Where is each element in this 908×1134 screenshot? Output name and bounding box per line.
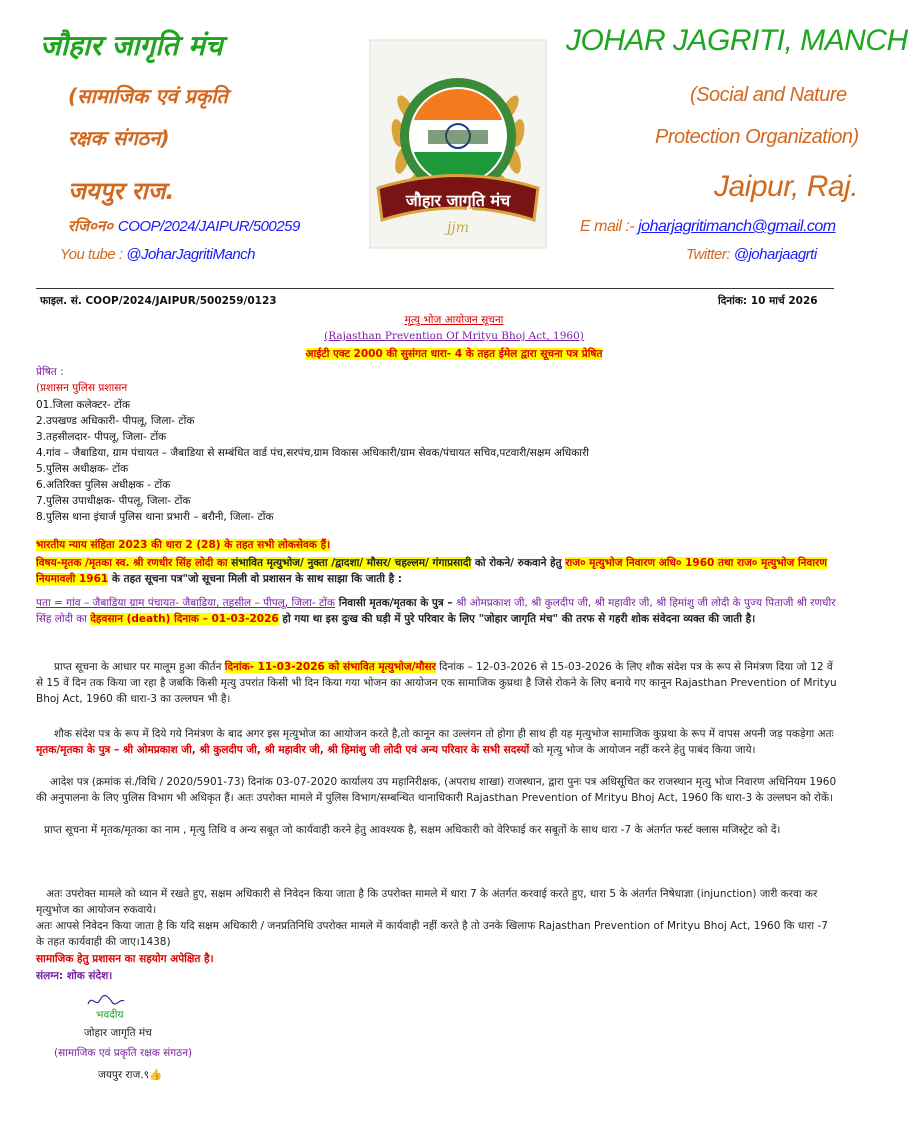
address-part: हो गया था इस दुःख की घड़ी में पुरे परिवार के लिए "जोहार जागृति मंच" की तरफ से गहरी शोक संवेदना व्यक्त की जाती है। xyxy=(278,613,756,625)
registration xyxy=(68,216,300,236)
org-name-english: JOHAR JAGRITI, MANCH xyxy=(566,24,908,57)
prashasan-label: (प्रशासन पुलिस प्रशासन xyxy=(36,382,128,394)
org-city-english: Jaipur, Raj. xyxy=(714,170,859,203)
letter-date: दिनांक: 10 मार्च 2026 xyxy=(718,295,818,307)
subject-part: के तहत सूचना पत्र"जो सूचना मिली वो प्रशासन के साथ साझा कि जाती है : xyxy=(108,573,403,585)
file-number: फाइल. सं. COOP/2024/JAIPUR/500259/0123 xyxy=(40,295,277,307)
signature-org-sub: (सामाजिक एवं प्रकृति रक्षक संगठन) xyxy=(54,1047,193,1059)
org-subtitle-english-1: (Social and Nature xyxy=(690,84,847,106)
logo-text: जौहार जागृति मंच xyxy=(405,191,511,210)
paragraph-2 xyxy=(36,726,838,758)
subject-part: विषय-मृतक /मृतका स्व. श्री रणधीर सिंह लोदी का xyxy=(36,557,232,569)
paragraph-part: दिनांक – 12-03-2026 से 15-03-2026 के लिए शौक संदेश पत्र के रूप से निमंत्रण दिया जो 12 वें से 15 वें दिन तक किया जा रहा है जबकि किसी मृत्यु उपरांत किसी भी दिन किया गया भोजन का आयोजन एक सामाजिक कुप्रथा है जिसे रोकने के लिए बनाये गए कानून Rajasthan Prevention of Mrityu Bhoj Act, 1960 की धारा-3 का उल्लघन भी है। xyxy=(36,661,837,705)
subject-part: को रोकने/ रुकवाने हेतु xyxy=(471,557,566,569)
subject-paragraph xyxy=(36,555,838,587)
registration-label: रजि०न० xyxy=(68,217,114,235)
notice-title: मृत्यु भोज आयोजन सूचना xyxy=(404,314,504,326)
cooperation-line: सामाजिक हेतु प्रशासन का सहयोग अपेक्षित है। xyxy=(36,953,214,965)
paragraph-5: अतः उपरोक्त मामले को ध्यान में रखते हुए, सक्षम अधिकारी से निवेदन किया जाता है कि उपरोक्त मामले में धारा 7 के अंतर्गत करवाई करते हुए, धारा 5 के अंतर्गत निषेधाज्ञा (injunction) जारी करवा कर मृत्युभोज का आयोजन रुकवाये। xyxy=(36,888,818,916)
signature-org: जोहार जागृति मंच xyxy=(84,1027,152,1039)
signature-bhavdiy: भवदीय xyxy=(96,1009,124,1021)
paragraph-6: अतः आपसे निवेदन किया जाता है कि यदि सक्षम अधिकारी / जनप्रतिनिधि उपरोक्त मामले में कार्यवाही नहीं करते है तो उनके खिलाफ Rajasthan Prevention of Mrityu Bhoj Act, 1960 कि धारा -7 के तहत कार्यवाही की जाए।1438) xyxy=(36,920,828,948)
logo-monogram: jjm xyxy=(447,220,469,236)
recipient-item: 7.पुलिस उपाधीक्षक- पीपलू, जिला- टोंक xyxy=(36,495,191,507)
address-part: श्री ओमप्रकाश जी, श्री कुलदीप जी, श्री महावीर जी, श्री हिमांशु जी लोदी के पुज्य पिताजी श्री रणधीर सिंह लोदी का xyxy=(36,597,836,625)
logo-graphic xyxy=(368,38,548,250)
it-act-text: आईटी एक्ट 2000 की सुसंगत धारा- 4 के तहत ईमेल द्वारा सूचना पत्र प्रेषित xyxy=(305,348,603,360)
address-part: देहवसान (death) दिनाक – 01-03-2026 xyxy=(90,613,279,625)
registration-number: COOP/2024/JAIPUR/500259 xyxy=(117,218,300,235)
org-city-hindi: जयपुर राज. xyxy=(68,177,175,205)
paragraph-part: को मृत्यु भोज के आयोजन नहीं करने हेतु पाबंद किया जाये। xyxy=(529,744,756,756)
it-act-line xyxy=(0,347,908,361)
address-part: पता = गांव – जैबाडिया ग्राम पंचायत- जैबाडिया, तहसील – पीपलू, जिला- टोंक xyxy=(36,597,336,609)
preshit-label: प्रेषित : xyxy=(36,366,64,378)
address-paragraph xyxy=(36,595,838,627)
recipient-item: 01.जिला कलेक्टर- टोंक xyxy=(36,399,131,411)
recipient-item: 5.पुलिस अधीक्षक- टोंक xyxy=(36,463,129,475)
header-divider xyxy=(36,288,834,289)
signature-city: जयपुर राज.९👍 xyxy=(98,1069,163,1081)
recipient-item: 4.गांव – जैबाडिया, ग्राम पंचायत – जैबाडिया से सम्बंधित वार्ड पंच,सरपंच,ग्राम विकास अधिकारी/ग्राम सेवक/पंचायत सचिव,पटवारी/सक्षम अधिकारी xyxy=(36,447,590,459)
recipient-item: 6.अतिरिक्त पुलिस अधीक्षक - टोंक xyxy=(36,479,171,491)
org-subtitle-english-2: Protection Organization) xyxy=(655,126,859,148)
paragraph-4: प्राप्त सूचना में मृतक/मृतका का नाम , मृत्यु तिथि व अन्य सबूत जो कार्यवाही करने हेतु आवश्यक है, सक्षम अधिकारी को वेरिफाई कर सबूतों के साथ धारा -7 के अंतर्गत फर्स्ट क्लास मजिस्ट्रेट को दें। xyxy=(44,824,781,836)
address-part: निवासी मृतक/मृतका के पुत्र – xyxy=(335,597,457,609)
logo xyxy=(368,38,548,250)
paragraph-part: शौक संदेश पत्र के रूप में दिये गये निमंत्रण के बाद अगर इस मृत्युभोज का आयोजन करते है,तो कानून का उल्लंगन तो होगा ही साथ ही यह मृत्युभोज सामाजिक कुप्रथा के रूप में वापस अपनी जड़ पकड़ेगा अतः xyxy=(54,728,834,740)
nyaya-sanhita-line xyxy=(36,538,330,554)
email-label: E mail :- xyxy=(580,218,635,235)
twitter-handle[interactable]: Twitter: @joharjaagrti xyxy=(686,246,817,263)
email-link[interactable]: joharjagritimanch@gmail.com xyxy=(638,218,836,235)
nyaya-sanhita-text: भारतीय न्याय संहिता 2023 की धारा 2 (28) के तहत सभी लोकसेवक हैं। xyxy=(36,539,331,551)
recipient-item: 8.पुलिस थाना इंचार्ज पुलिस थाना प्रभारी – बरौनी, जिला- टोंक xyxy=(36,511,274,523)
paragraph-part: दिनांक- 11-03-2026 को संभावित मृत्युभोज/मौसर xyxy=(224,661,436,673)
recipient-list xyxy=(36,398,856,526)
recipient-item: 2.उपखण्ड अधिकारी- पीपलू, जिला- टोंक xyxy=(36,415,195,427)
paragraph-part: प्राप्त सूचना के आधार पर मालूम हुआ कीर्तन xyxy=(54,661,225,673)
youtube-handle[interactable]: You tube : @JoharJagritiManch xyxy=(60,246,256,263)
subject-part: संभावित मृत्युभोज/ नुक्ता /द्वादशा/ मौसर/ चहल्लम/ गंगाप्रसादी xyxy=(231,557,472,569)
recipient-item: 3.तहसीलदार- पीपलू, जिला- टोंक xyxy=(36,431,167,443)
subject-part: राज० मृत्युभोज निवारण अधि० 1960 तथा राज० मृत्युभोज निवारण नियमावली 1961 xyxy=(36,557,827,585)
paragraph-1 xyxy=(36,659,838,707)
email[interactable] xyxy=(580,218,836,236)
paragraph-part: मृतक/मृतका के पुत्र – श्री ओमप्रकाश जी, श्री कुलदीप जी, श्री महावीर जी, श्री हिमांशु जी लोदी एवं अन्य परिवार के सभी सदस्यों xyxy=(36,744,530,756)
attachment-line: संलग्न: शोक संदेश। xyxy=(36,970,113,982)
org-subtitle-hindi-2: रक्षक संगठन) xyxy=(68,126,170,150)
paragraph-3: आदेश पत्र (क्रमांक सं./विधि / 2020/5901-73) दिनांक 03-07-2020 कार्यालय उप महानिरीक्षक, (अपराध शाखा) राजस्थान, द्वारा पुनः पत्र अधिसूचित कर राजस्थान मृत्यु भोज निवारण अधिनियम 1960 की अनुपालना के लिए पुलिस विभाग भी अधिकृत हैं। अतः उपरोक्त मामले में पुलिस विभाग/सम्बन्धित थानाधिकारी Rajasthan Prevention of Mrityu Bhoj Act, 1960 कि धारा-3 के उल्लघन को रोकें। xyxy=(36,776,837,804)
act-title: (Rajasthan Prevention Of Mrityu Bhoj Act, 1960) xyxy=(324,330,584,342)
org-subtitle-hindi-1: (सामाजिक एवं प्रकृति xyxy=(68,84,228,108)
org-name-hindi: जौहार जागृति मंच xyxy=(40,29,223,62)
